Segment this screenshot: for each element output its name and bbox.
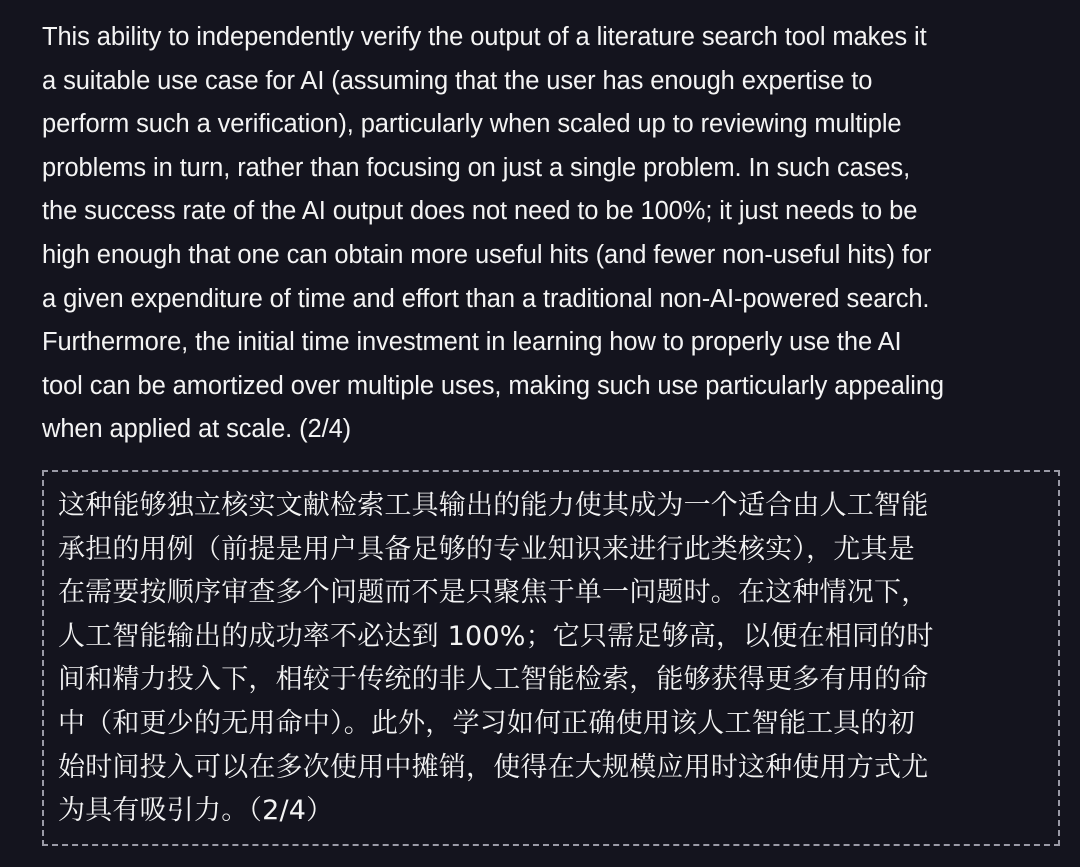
chinese-line: 人工智能输出的成功率不必达到 100%；它只需足够高，以便在相同的时 [58, 620, 934, 652]
chinese-line: 这种能够独立核实文献检索工具输出的能力使其成为一个适合由人工智能 [58, 490, 929, 521]
english-line: perform such a verification), particularly when scaled up to reviewing multiple [42, 110, 902, 139]
english-line: a suitable use case for AI (assuming that the user has enough expertise to [42, 66, 873, 95]
english-line: high enough that one can obtain more useful hits (and fewer non-useful hits) for [42, 240, 932, 269]
chinese-line: 间和精力投入下，相较于传统的非人工智能检索，能够获得更多有用的命 [58, 664, 929, 696]
chinese-line: 始时间投入可以在多次使用中摊销，使得在大规模应用时这种使用方式尤 [58, 751, 929, 783]
english-line: Furthermore, the initial time investment in learning how to properly use the AI [42, 328, 902, 357]
chinese-paragraph [58, 484, 1058, 833]
english-line: tool can be amortized over multiple uses, making such use particularly appealing [42, 371, 944, 400]
chinese-line: 在需要按顺序审查多个问题而不是只聚焦于单一问题时。在这种情况下， [58, 577, 929, 609]
chinese-line: 为具有吸引力。（2/4） [58, 795, 334, 827]
translation-box [42, 470, 1060, 846]
english-paragraph [42, 16, 1072, 452]
chinese-line: 中（和更少的无用命中）。此外，学习如何正确使用该人工智能工具的初 [58, 707, 915, 739]
english-line: problems in turn, rather than focusing on just a single problem. In such cases, [42, 153, 911, 182]
english-line: a given expenditure of time and effort than a traditional non-AI-powered search. [42, 284, 930, 313]
english-line: This ability to independently verify the output of a literature search tool makes it [42, 23, 927, 51]
english-line: the success rate of the AI output does not need to be 100%; it just needs to be [42, 197, 918, 226]
chinese-line: 承担的用例（前提是用户具备足够的专业知识来进行此类核实），尤其是 [58, 533, 915, 565]
english-line: when applied at scale. (2/4) [42, 415, 352, 444]
